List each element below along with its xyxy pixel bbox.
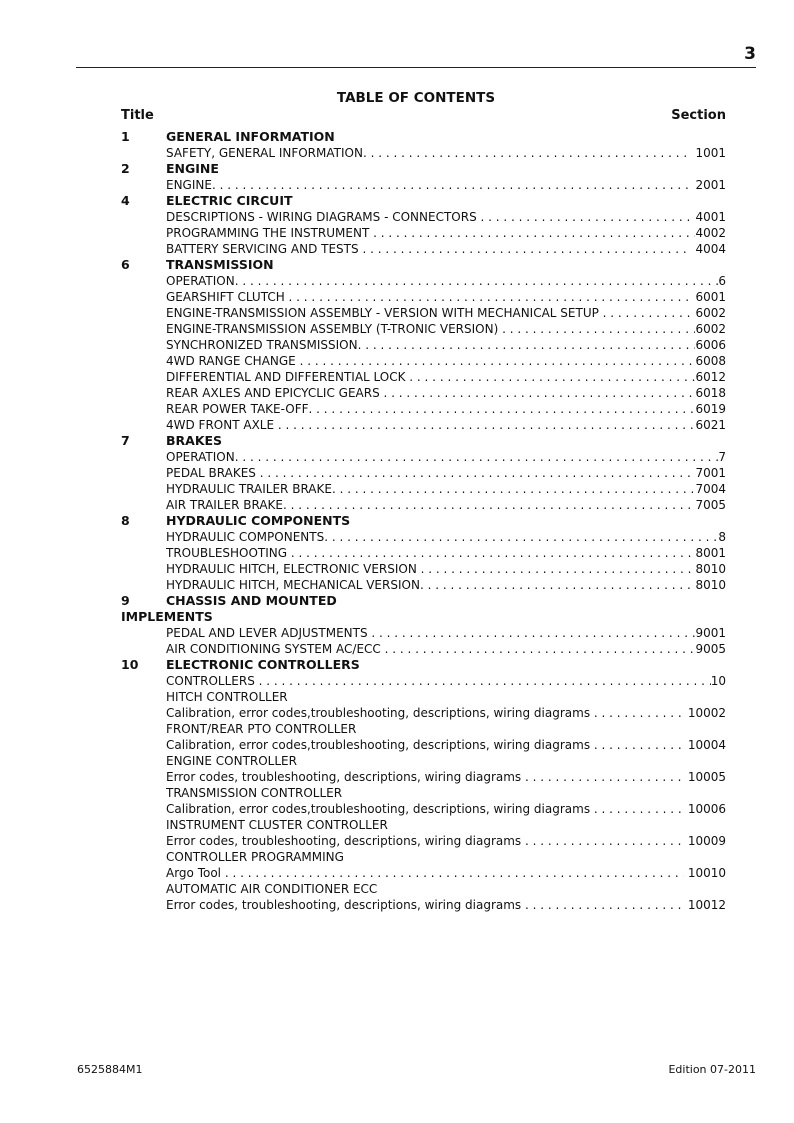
dot-leader (525, 833, 684, 849)
chapter-title: GENERAL INFORMATION (166, 129, 335, 144)
toc-entry (166, 769, 726, 785)
toc-entry (166, 529, 726, 545)
entry-title: SYNCHRONIZED TRANSMISSION (166, 338, 358, 352)
section-number: 10005 (684, 770, 726, 784)
section-number: 7004 (695, 482, 726, 496)
toc-entry-row (0, 705, 794, 721)
toc-chapter-row (0, 129, 794, 145)
section-number: 1001 (687, 146, 726, 160)
toc-entry-row (0, 561, 794, 577)
dot-leader (291, 545, 696, 561)
dot-leader (371, 625, 695, 641)
entry-title: HYDRAULIC HITCH, ELECTRONIC VERSION (166, 562, 421, 576)
section-number: 10012 (684, 898, 726, 912)
entry-title: GEARSHIFT CLUTCH (166, 290, 289, 304)
chapter-title: IMPLEMENTS (121, 609, 213, 624)
entry-title: PEDAL BRAKES (166, 466, 260, 480)
chapter-number: 6 (121, 257, 130, 272)
toc-entry-row (0, 241, 794, 257)
toc-entry (166, 641, 726, 657)
dot-leader (594, 801, 684, 817)
toc-entry (166, 321, 726, 337)
toc-subheading: INSTRUMENT CLUSTER CONTROLLER (166, 818, 388, 832)
toc-entry-row (0, 209, 794, 225)
section-number: 8010 (695, 562, 726, 576)
toc-subheading-row (0, 849, 794, 865)
chapter-title: ELECTRONIC CONTROLLERS (166, 657, 360, 672)
entry-title: ENGINE (166, 178, 212, 192)
toc-chapter-row (0, 257, 794, 273)
toc-entry-row (0, 273, 794, 289)
toc-entry (166, 737, 726, 753)
toc-entry (166, 337, 726, 353)
dot-leader (212, 177, 688, 193)
entry-title: REAR AXLES AND EPICYCLIC GEARS (166, 386, 384, 400)
toc-subheading-row (0, 689, 794, 705)
toc-subheading: FRONT/REAR PTO CONTROLLER (166, 722, 357, 736)
toc-subheading-row (0, 785, 794, 801)
toc-entry-row (0, 385, 794, 401)
chapter-title: ELECTRIC CIRCUIT (166, 193, 293, 208)
dot-leader (283, 497, 695, 513)
entry-title: CONTROLLERS (166, 674, 259, 688)
section-number: 4002 (695, 226, 726, 240)
entry-title: DIFFERENTIAL AND DIFFERENTIAL LOCK (166, 370, 410, 384)
entry-title: HYDRAULIC COMPONENTS (166, 530, 325, 544)
toc-entry (166, 417, 726, 433)
toc-entry (166, 145, 726, 161)
section-number: 7 (718, 450, 726, 464)
toc-subheading-row (0, 817, 794, 833)
toc-subheading-row (0, 753, 794, 769)
section-number: 10004 (684, 738, 726, 752)
toc-entry (166, 673, 726, 689)
dot-leader (420, 577, 696, 593)
toc-entry-row (0, 833, 794, 849)
toc-entry-row (0, 465, 794, 481)
section-number: 9005 (695, 642, 726, 656)
toc-entry (166, 369, 726, 385)
toc-entry (166, 289, 726, 305)
toc-entry (166, 497, 726, 513)
section-number: 6006 (695, 338, 726, 352)
toc-entry-row (0, 545, 794, 561)
section-number: 10010 (684, 866, 726, 880)
toc-entry-row (0, 529, 794, 545)
section-number: 8 (718, 530, 726, 544)
entry-title: BATTERY SERVICING AND TESTS (166, 242, 363, 256)
section-number: 8010 (695, 578, 726, 592)
section-number: 10009 (684, 834, 726, 848)
section-number: 7001 (695, 466, 726, 480)
toc-entry (166, 449, 726, 465)
section-number: 6002 (695, 322, 726, 336)
toc-entry-row (0, 369, 794, 385)
entry-title: Calibration, error codes,troubleshooting, descriptions, wiring diagrams (166, 738, 594, 752)
dot-leader (362, 241, 687, 257)
dot-leader (235, 449, 719, 465)
dot-leader (481, 209, 696, 225)
toc-entry (166, 481, 726, 497)
dot-leader (363, 145, 688, 161)
toc-entry (166, 177, 726, 193)
entry-title: SAFETY, GENERAL INFORMATION (166, 146, 363, 160)
toc-entry-row (0, 417, 794, 433)
toc-entry (166, 801, 726, 817)
toc-chapter-row (0, 433, 794, 449)
dot-leader (384, 385, 696, 401)
entry-title: PEDAL AND LEVER ADJUSTMENTS (166, 626, 372, 640)
section-number: 2001 (687, 178, 726, 192)
toc-chapter-row (0, 657, 794, 673)
chapter-number: 2 (121, 161, 130, 176)
chapter-number: 9 (121, 593, 130, 608)
chapter-number: 7 (121, 433, 130, 448)
toc-entry (166, 385, 726, 401)
dot-leader (309, 401, 696, 417)
toc-chapter-row (0, 513, 794, 529)
toc-subheading: HITCH CONTROLLER (166, 690, 288, 704)
toc-entry-row (0, 289, 794, 305)
entry-title: ENGINE-TRANSMISSION ASSEMBLY - VERSION WITH MECHANICAL SETUP (166, 306, 603, 320)
toc-entry (166, 305, 726, 321)
dot-leader (502, 321, 695, 337)
entry-title: Argo Tool (166, 866, 225, 880)
toc-entry-row (0, 769, 794, 785)
toc-entry-row (0, 865, 794, 881)
entry-title: AIR TRAILER BRAKE (166, 498, 283, 512)
toc-subheading: TRANSMISSION CONTROLLER (166, 786, 343, 800)
toc-entry-row (0, 641, 794, 657)
dot-leader (300, 353, 696, 369)
toc-entry (166, 225, 726, 241)
toc-entry (166, 241, 726, 257)
entry-title: Calibration, error codes,troubleshooting, descriptions, wiring diagrams (166, 802, 594, 816)
toc-entry-row (0, 481, 794, 497)
dot-leader (409, 369, 695, 385)
section-number: 6002 (695, 306, 726, 320)
section-number: 4001 (695, 210, 726, 224)
toc-entry-row (0, 145, 794, 161)
section-number: 8001 (695, 546, 726, 560)
toc-entry-row (0, 449, 794, 465)
dot-leader (525, 769, 684, 785)
entry-title: TROUBLESHOOTING (166, 546, 291, 560)
toc-entry (166, 545, 726, 561)
toc-entry (166, 577, 726, 593)
toc-entry (166, 561, 726, 577)
chapter-title: HYDRAULIC COMPONENTS (166, 513, 351, 528)
table-of-contents (0, 129, 794, 913)
entry-title: Error codes, troubleshooting, descriptions, wiring diagrams (166, 898, 525, 912)
toc-entry-row (0, 337, 794, 353)
dot-leader (332, 481, 696, 497)
chapter-number: 10 (121, 657, 139, 672)
dot-leader (259, 673, 711, 689)
section-number: 6012 (695, 370, 726, 384)
chapter-number: 1 (121, 129, 130, 144)
toc-chapter-row (0, 593, 794, 609)
toc-entry-row (0, 673, 794, 689)
entry-title: 4WD FRONT AXLE (166, 418, 278, 432)
entry-title: AIR CONDITIONING SYSTEM AC/ECC (166, 642, 385, 656)
page-number: 3 (744, 44, 756, 64)
entry-title: HYDRAULIC HITCH, MECHANICAL VERSION (166, 578, 420, 592)
section-number: 7005 (695, 498, 726, 512)
section-number: 6019 (695, 402, 726, 416)
dot-leader (235, 273, 719, 289)
toc-entry-row (0, 497, 794, 513)
toc-entry-row (0, 321, 794, 337)
toc-entry (166, 625, 726, 641)
dot-leader (603, 305, 696, 321)
toc-chapter-row (0, 193, 794, 209)
toc-chapter-row (0, 161, 794, 177)
toc-subheading: AUTOMATIC AIR CONDITIONER ECC (166, 882, 378, 896)
dot-leader (594, 705, 684, 721)
chapter-title: ENGINE (166, 161, 219, 176)
dot-leader (421, 561, 696, 577)
section-number: 10006 (684, 802, 726, 816)
section-number: 4004 (687, 242, 726, 256)
dot-leader (324, 529, 718, 545)
section-number: 6008 (695, 354, 726, 368)
dot-leader (525, 897, 684, 913)
chapter-title: BRAKES (166, 433, 223, 448)
section-number: 6021 (695, 418, 726, 432)
toc-entry (166, 353, 726, 369)
entry-title: ENGINE-TRANSMISSION ASSEMBLY (T-TRONIC VERSION) (166, 322, 503, 336)
toc-entry-row (0, 305, 794, 321)
dot-leader (594, 737, 684, 753)
column-header-title: Title (121, 108, 154, 123)
dot-leader (260, 465, 696, 481)
section-number: 6018 (695, 386, 726, 400)
entry-title: HYDRAULIC TRAILER BRAKE (166, 482, 332, 496)
toc-entry-row (0, 801, 794, 817)
toc-entry-row (0, 625, 794, 641)
entry-title: DESCRIPTIONS - WIRING DIAGRAMS - CONNECTORS (166, 210, 481, 224)
dot-leader (385, 641, 696, 657)
header-rule (76, 67, 756, 68)
document-number: 6525884M1 (77, 1063, 143, 1076)
toc-entry-row (0, 353, 794, 369)
toc-entry-row (0, 577, 794, 593)
toc-entry (166, 465, 726, 481)
dot-leader (373, 225, 695, 241)
section-number: 10 (710, 674, 726, 688)
toc-subheading-row (0, 721, 794, 737)
toc-entry (166, 897, 726, 913)
chapter-title: TRANSMISSION (166, 257, 274, 272)
toc-entry (166, 833, 726, 849)
toc-entry-row (0, 897, 794, 913)
toc-entry (166, 209, 726, 225)
entry-title: Calibration, error codes,troubleshooting, descriptions, wiring diagrams (166, 706, 594, 720)
toc-subheading: CONTROLLER PROGRAMMING (166, 850, 344, 864)
toc-chapter-row (0, 609, 794, 625)
dot-leader (289, 289, 688, 305)
entry-title: Error codes, troubleshooting, descriptions, wiring diagrams (166, 834, 525, 848)
dot-leader (358, 337, 696, 353)
page-title: TABLE OF CONTENTS (336, 90, 496, 106)
toc-entry (166, 705, 726, 721)
entry-title: OPERATION (166, 274, 235, 288)
toc-entry (166, 865, 726, 881)
toc-entry-row (0, 401, 794, 417)
edition-label: Edition 07-2011 (668, 1063, 756, 1076)
section-number: 9001 (695, 626, 726, 640)
dot-leader (278, 417, 696, 433)
toc-entry (166, 401, 726, 417)
section-number: 6001 (687, 290, 726, 304)
dot-leader (225, 865, 684, 881)
toc-subheading-row (0, 881, 794, 897)
toc-entry-row (0, 737, 794, 753)
toc-entry-row (0, 225, 794, 241)
toc-subheading: ENGINE CONTROLLER (166, 754, 297, 768)
section-number: 6 (718, 274, 726, 288)
entry-title: PROGRAMMING THE INSTRUMENT (166, 226, 374, 240)
toc-entry-row (0, 177, 794, 193)
chapter-number: 8 (121, 513, 130, 528)
entry-title: REAR POWER TAKE-OFF (166, 402, 309, 416)
entry-title: 4WD RANGE CHANGE (166, 354, 300, 368)
chapter-number: 4 (121, 193, 130, 208)
toc-entry (166, 273, 726, 289)
column-header-section: Section (671, 108, 726, 123)
entry-title: Error codes, troubleshooting, descriptions, wiring diagrams (166, 770, 525, 784)
section-number: 10002 (684, 706, 726, 720)
entry-title: OPERATION (166, 450, 235, 464)
chapter-title: CHASSIS AND MOUNTED (166, 593, 337, 608)
